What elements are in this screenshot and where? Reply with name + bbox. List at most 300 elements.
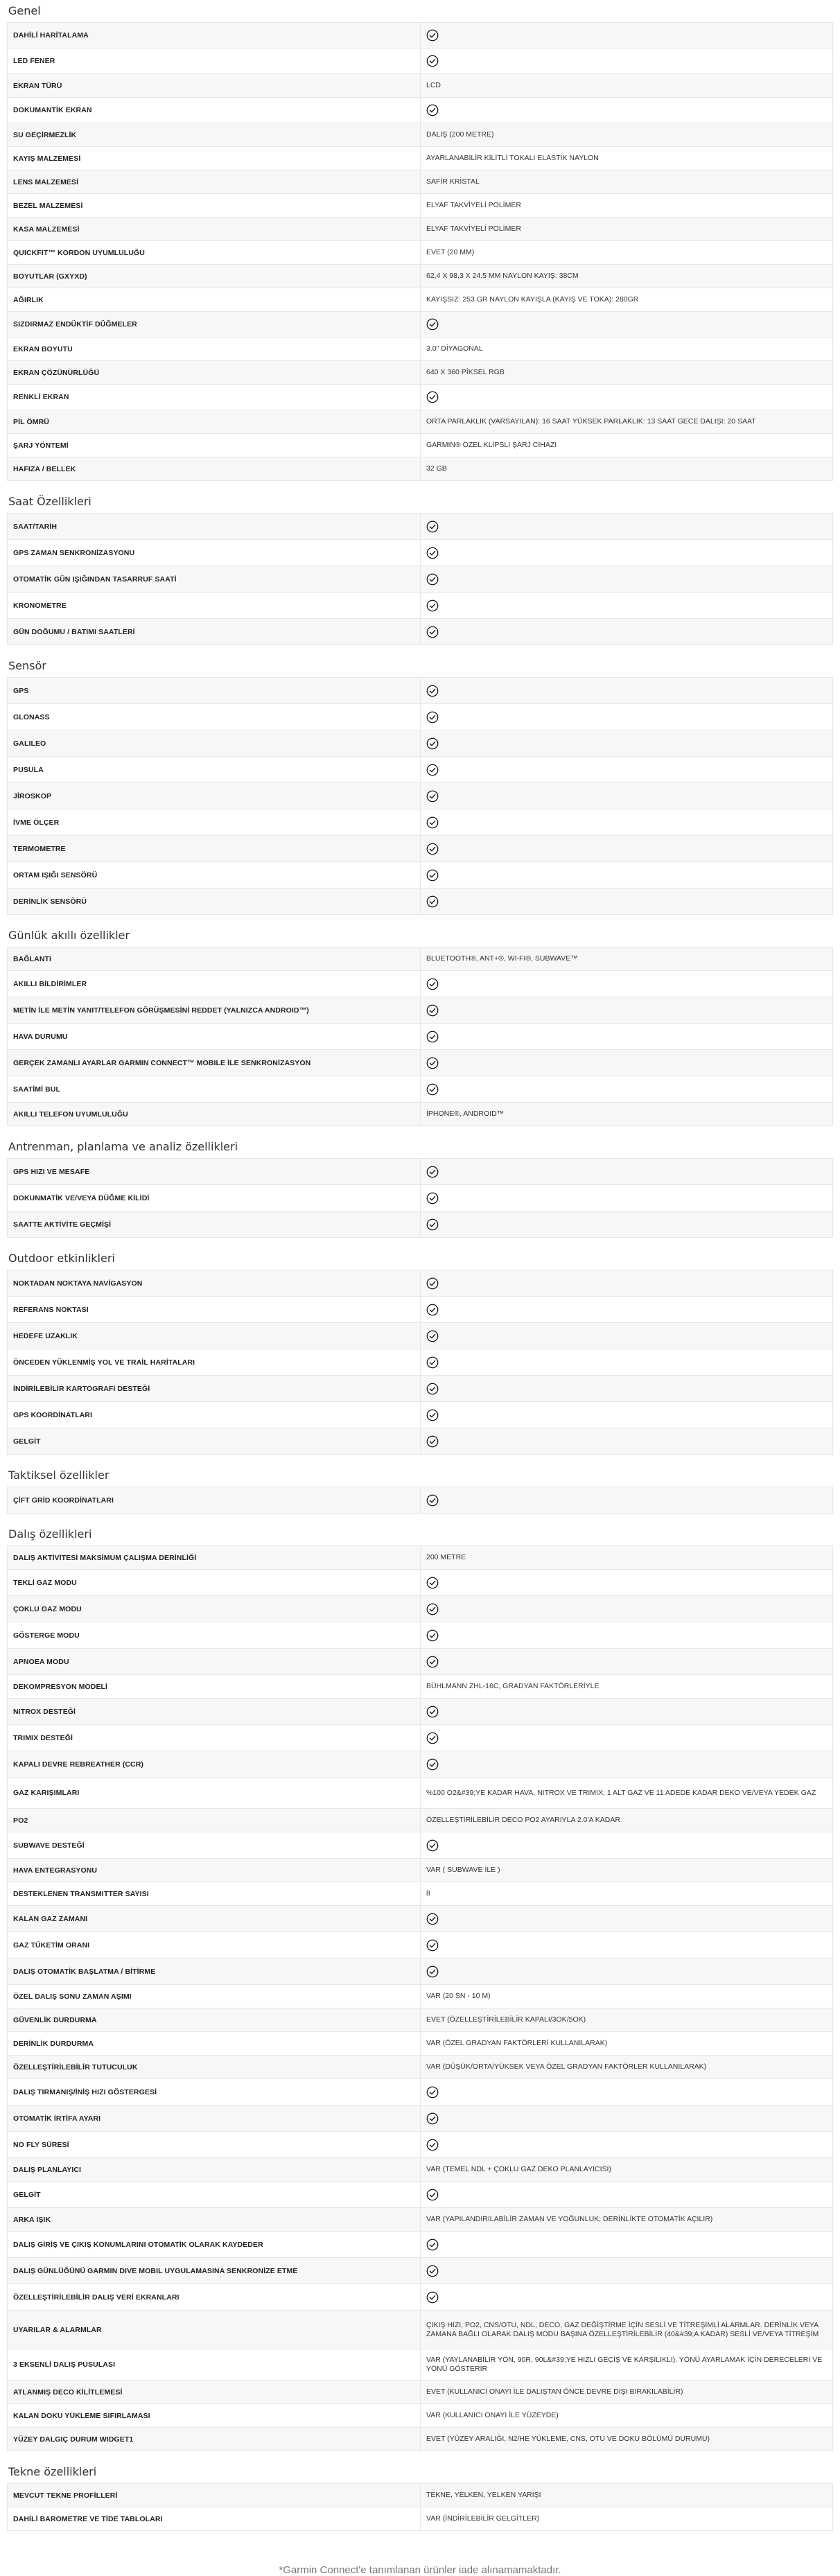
check-circle-icon	[426, 1435, 439, 1448]
check-circle-icon	[426, 1939, 439, 1952]
spec-row	[8, 23, 832, 49]
spec-row	[8, 2484, 832, 2507]
spec-label: ÖNCEDEN YÜKLENMİŞ YOL VE TRAİL HARİTALARI	[8, 1349, 421, 1375]
spec-value: %100 O2&#39;YE KADAR HAVA, NITROX VE TRIMIX; 1 ALT GAZ VE 11 ADEDE KADAR DEKO VE/VEYA YEDEK GAZ	[426, 1788, 816, 1797]
spec-row	[8, 2311, 832, 2349]
spec-value-check	[421, 1211, 832, 1237]
spec-value-check	[421, 1185, 832, 1211]
spec-row	[8, 1959, 832, 1985]
spec-table	[7, 1158, 833, 1238]
spec-value: DALIŞ (200 METRE)	[426, 130, 494, 139]
spec-row	[8, 1159, 832, 1185]
spec-table	[7, 1545, 833, 2451]
spec-label: JİROSKOP	[8, 783, 421, 809]
spec-label: YÜZEY DALGIÇ DURUM WIDGET1	[8, 2428, 421, 2451]
spec-label: ARKA IŞIK	[8, 2208, 421, 2231]
section-title: Taktiksel özellikler	[8, 1469, 110, 1482]
spec-value: 3.0" DİYAGONAL	[426, 344, 483, 353]
spec-value-check	[421, 809, 832, 835]
spec-label: PO2	[8, 1809, 421, 1832]
spec-row	[8, 2158, 832, 2182]
spec-label: DAHİLİ BAROMETRE VE TİDE TABLOLARI	[8, 2507, 421, 2530]
spec-row	[8, 1428, 832, 1454]
spec-label: GPS HIZI VE MESAFE	[8, 1159, 421, 1184]
spec-label: KRONOMETRE	[8, 593, 421, 618]
spec-table	[7, 947, 833, 1126]
spec-label: GALILEO	[8, 730, 421, 756]
spec-label: KALAN DOKU YÜKLEME SIFIRLAMASI	[8, 2404, 421, 2427]
spec-row	[8, 1349, 832, 1376]
spec-row	[8, 2258, 832, 2284]
spec-value: 62,4 X 98,3 X 24,5 MM NAYLON KAYIŞ: 38CM	[426, 272, 579, 280]
spec-value-check	[421, 2284, 832, 2310]
spec-row	[8, 2008, 832, 2032]
spec-value-check	[421, 704, 832, 730]
check-circle-icon	[426, 391, 439, 403]
spec-label: DOKUNMATİK VE/VEYA DÜĞME KİLİDİ	[8, 1185, 421, 1211]
spec-value: TEKNE, YELKEN, YELKEN YARIŞI	[426, 2491, 541, 2499]
spec-label: ÖZEL DALIŞ SONU ZAMAN AŞIMI	[8, 1985, 421, 2008]
spec-label: KALAN GAZ ZAMANI	[8, 1906, 421, 1931]
spec-row	[8, 836, 832, 862]
spec-row	[8, 265, 832, 288]
spec-row	[8, 98, 832, 123]
spec-label: DALIŞ PLANLAYICI	[8, 2158, 421, 2181]
spec-label: GELGİT	[8, 2182, 421, 2207]
spec-label: BEZEL MALZEMESİ	[8, 194, 421, 217]
spec-value: ORTA PARLAKLIK (VARSAYILAN): 16 SAAT YÜKSEK PARLAKLIK: 13 SAAT GECE DALIŞI: 20 SAAT	[426, 417, 756, 426]
spec-row	[8, 1402, 832, 1428]
spec-label: PUSULA	[8, 757, 421, 782]
check-circle-icon	[426, 2112, 439, 2125]
spec-label: İVME ÖLÇER	[8, 809, 421, 835]
spec-label: DOKUMANTİK EKRAN	[8, 98, 421, 123]
spec-value-check	[421, 1024, 832, 1049]
spec-row	[8, 2208, 832, 2232]
spec-row	[8, 1751, 832, 1778]
spec-label: 3 EKSENLİ DALIŞ PUSULASI	[8, 2349, 421, 2380]
spec-row	[8, 566, 832, 593]
spec-label: KAPALI DEVRE REBREATHER (CCR)	[8, 1751, 421, 1777]
spec-value-check	[421, 862, 832, 888]
check-circle-icon	[426, 737, 439, 750]
spec-label: TRIMIX DESTEĞİ	[8, 1725, 421, 1751]
spec-value: İPHONE®, ANDROID™	[426, 1110, 505, 1118]
spec-row	[8, 410, 832, 434]
spec-value: ÖZELLEŞTİRİLEBİLİR DECO PO2 AYARIYLA 2.0'A KADAR	[426, 1816, 620, 1824]
spec-value: VAR (YAPILANDIRILABİLİR ZAMAN VE YOĞUNLUK; DERİNLİKTE OTOMATİK AÇILIR)	[426, 2215, 713, 2223]
check-circle-icon	[426, 711, 439, 724]
spec-value-check	[421, 2105, 832, 2131]
check-circle-icon	[426, 685, 439, 697]
check-circle-icon	[426, 1383, 439, 1395]
footer-note: *Garmin Connect'e tanımlanan ürünler iade alınamamaktadır.	[279, 2564, 561, 2576]
spec-value-check	[421, 1570, 832, 1595]
spec-label: NO FLY SÜRESİ	[8, 2132, 421, 2157]
spec-label: GPS ZAMAN SENKRONİZASYONU	[8, 540, 421, 566]
spec-label: TEKLİ GAZ MODU	[8, 1570, 421, 1595]
spec-row	[8, 1882, 832, 1906]
spec-value-check	[421, 49, 832, 73]
spec-value: ÇIKIŞ HIZI, PO2, CNS/OTU, NDL, DECO, GAZ DEĞİŞTİRME İÇİN SESLİ VE TİTREŞİMLİ ALARMLAR. DERİNLİK VEYA ZAMANA BAĞLI OLARAK DALIŞ MODU BAŞINA ÖZELLEŞTİRİLEBİLİR (40&#39;A KADAR) SESLİ VE/VEYA TİTREŞİM	[426, 2320, 819, 2338]
spec-label: HAVA DURUMU	[8, 1024, 421, 1049]
spec-value-check	[421, 1487, 832, 1513]
spec-label: DALIŞ GÜNLÜĞÜNÜ GARMIN DIVE MOBIL UYGULAMASINA SENKRONİZE ETME	[8, 2258, 421, 2284]
spec-row	[8, 1487, 832, 1513]
spec-row	[8, 1103, 832, 1125]
spec-row	[8, 888, 832, 914]
section-title: Saat Özellikleri	[8, 495, 91, 508]
spec-value-check	[421, 23, 832, 48]
spec-label: ORTAM IŞIĞI SENSÖRÜ	[8, 862, 421, 888]
check-circle-icon	[426, 816, 439, 829]
spec-value-check	[421, 757, 832, 782]
spec-table	[7, 677, 833, 915]
check-circle-icon	[426, 1758, 439, 1771]
spec-row	[8, 1649, 832, 1675]
spec-label: DEKOMPRESYON MODELİ	[8, 1675, 421, 1698]
spec-label: AKILLI TELEFON UYUMLULUĞU	[8, 1103, 421, 1125]
check-circle-icon	[426, 1304, 439, 1316]
check-circle-icon	[426, 2139, 439, 2151]
spec-row	[8, 2032, 832, 2056]
spec-row	[8, 757, 832, 783]
spec-value: 32 GB	[426, 464, 447, 473]
check-circle-icon	[426, 547, 439, 559]
spec-row	[8, 1675, 832, 1699]
spec-label: ŞARJ YÖNTEMİ	[8, 434, 421, 457]
spec-value-check	[421, 1402, 832, 1428]
spec-label: GELGİT	[8, 1428, 421, 1454]
spec-value-check	[421, 1050, 832, 1076]
spec-row	[8, 1185, 832, 1211]
spec-label: İNDİRİLEBİLİR KARTOGRAFİ DESTEĞİ	[8, 1376, 421, 1401]
spec-value-check	[421, 1159, 832, 1184]
spec-label: DALIŞ OTOMATİK BAŞLATMA / BİTİRME	[8, 1959, 421, 1984]
check-circle-icon	[426, 1192, 439, 1204]
spec-row	[8, 1906, 832, 1932]
spec-value: ELYAF TAKVİYELİ POLİMER	[426, 201, 521, 209]
section-title: Antrenman, planlama ve analiz özellikleri	[8, 1140, 238, 1153]
spec-value: BÜHLMANN ZHL-16C, GRADYAN FAKTÖRLERİYLE	[426, 1682, 600, 1690]
spec-value: 640 X 360 PİKSEL RGB	[426, 368, 505, 376]
spec-label: LENS MALZEMESİ	[8, 170, 421, 193]
section-title: Genel	[8, 4, 41, 17]
spec-row	[8, 1270, 832, 1297]
check-circle-icon	[426, 573, 439, 586]
check-circle-icon	[426, 1656, 439, 1668]
spec-label: HAFIZA / BELLEK	[8, 457, 421, 480]
check-circle-icon	[426, 1839, 439, 1852]
spec-row	[8, 1832, 832, 1859]
spec-label: SAATTE AKTİVİTE GEÇMİŞİ	[8, 1211, 421, 1237]
spec-value-check	[421, 1596, 832, 1622]
spec-value-check	[421, 2079, 832, 2105]
spec-label: GERÇEK ZAMANLI AYARLAR GARMIN CONNECT™ MOBILE İLE SENKRONİZASYON	[8, 1050, 421, 1076]
spec-value: 8	[426, 1889, 430, 1898]
spec-value-check	[421, 98, 832, 123]
spec-value: BLUETOOTH®, ANT+®, WI-FI®, SUBWAVE™	[426, 954, 578, 963]
spec-value-check	[421, 312, 832, 337]
spec-value-check	[421, 1297, 832, 1322]
spec-label: TERMOMETRE	[8, 836, 421, 861]
spec-row	[8, 123, 832, 147]
spec-label: GPS	[8, 678, 421, 703]
spec-value-check	[421, 385, 832, 410]
spec-value-check	[421, 1699, 832, 1724]
spec-label: GÜN DOĞUMU / BATIMI SAATLERİ	[8, 619, 421, 645]
check-circle-icon	[426, 599, 439, 612]
spec-row	[8, 2132, 832, 2158]
spec-table	[7, 22, 833, 481]
spec-row	[8, 1596, 832, 1622]
spec-row	[8, 2404, 832, 2428]
spec-value-check	[421, 2182, 832, 2207]
spec-row	[8, 704, 832, 730]
spec-row	[8, 1809, 832, 1832]
check-circle-icon	[426, 895, 439, 908]
check-circle-icon	[426, 790, 439, 803]
check-circle-icon	[426, 1603, 439, 1615]
spec-label: GÜVENLİK DURDURMA	[8, 2008, 421, 2031]
section-title: Sensör	[8, 659, 46, 672]
spec-label: DALIŞ AKTİVİTESİ MAKSİMUM ÇALIŞMA DERİNLİĞİ	[8, 1546, 421, 1569]
spec-value: VAR (TEMEL NDL + ÇOKLU GAZ DEKO PLANLAYICISI)	[426, 2165, 611, 2173]
check-circle-icon	[426, 626, 439, 638]
spec-row	[8, 730, 832, 757]
spec-row	[8, 1546, 832, 1570]
spec-value: VAR (İNDİRİLEBİLİR GELGİTLER)	[426, 2514, 540, 2523]
spec-row	[8, 288, 832, 312]
spec-value-check	[421, 783, 832, 809]
spec-value-check	[421, 1376, 832, 1401]
spec-label: EKRAN TÜRÜ	[8, 74, 421, 97]
spec-row	[8, 312, 832, 338]
check-circle-icon	[426, 2238, 439, 2251]
check-circle-icon	[426, 1409, 439, 1421]
check-circle-icon	[426, 2086, 439, 2099]
spec-table	[7, 1270, 833, 1455]
spec-row	[8, 1778, 832, 1809]
check-circle-icon	[426, 1629, 439, 1642]
check-circle-icon	[426, 1166, 439, 1178]
spec-row	[8, 1699, 832, 1725]
spec-label: GAZ KARIŞIMLARI	[8, 1778, 421, 1808]
spec-row	[8, 1985, 832, 2008]
spec-row	[8, 338, 832, 361]
check-circle-icon	[426, 1031, 439, 1043]
spec-label: DALIŞ GİRİŞ VE ÇIKIŞ KONUMLARINI OTOMATİK OLARAK KAYDEDER	[8, 2232, 421, 2257]
check-circle-icon	[426, 318, 439, 331]
check-circle-icon	[426, 1218, 439, 1231]
spec-label: DERİNLİK DURDURMA	[8, 2032, 421, 2055]
check-circle-icon	[426, 1732, 439, 1744]
check-circle-icon	[426, 1913, 439, 1925]
spec-label: GAZ TÜKETİM ORANI	[8, 1932, 421, 1958]
check-circle-icon	[426, 2265, 439, 2277]
spec-label: SAATİMİ BUL	[8, 1076, 421, 1102]
spec-row	[8, 74, 832, 98]
spec-label: PİL ÖMRÜ	[8, 410, 421, 433]
spec-value-check	[421, 1323, 832, 1349]
check-circle-icon	[426, 978, 439, 990]
check-circle-icon	[426, 1057, 439, 1069]
spec-value-check	[421, 566, 832, 592]
spec-row	[8, 619, 832, 645]
spec-table	[7, 1487, 833, 1514]
spec-label: NOKTADAN NOKTAYA NAVİGASYON	[8, 1270, 421, 1296]
spec-row	[8, 2349, 832, 2381]
spec-value-check	[421, 514, 832, 539]
check-circle-icon	[426, 2189, 439, 2201]
check-circle-icon	[426, 520, 439, 533]
check-circle-icon	[426, 843, 439, 855]
spec-label: BOYUTLAR (GXYXD)	[8, 265, 421, 288]
spec-label: QUICKFIT™ KORDON UYUMLULUĞU	[8, 241, 421, 264]
spec-label: KAYIŞ MALZEMESİ	[8, 147, 421, 170]
spec-row	[8, 1050, 832, 1076]
spec-label: ÇİFT GRİD KOORDİNATLARI	[8, 1487, 421, 1513]
spec-row	[8, 997, 832, 1024]
spec-row	[8, 593, 832, 619]
spec-row	[8, 947, 832, 971]
spec-value-check	[421, 2258, 832, 2284]
spec-label: DALIŞ TIRMANIŞ/İNİŞ HIZI GÖSTERGESİ	[8, 2079, 421, 2105]
spec-value: ELYAF TAKVİYELİ POLİMER	[426, 225, 521, 233]
spec-label: EKRAN ÇÖZÜNÜRLÜĞÜ	[8, 361, 421, 384]
spec-label: HAVA ENTEGRASYONU	[8, 1859, 421, 1882]
spec-label: DAHİLİ HARİTALAMA	[8, 23, 421, 48]
spec-row	[8, 2284, 832, 2311]
spec-label: AKILLI BİLDİRİMLER	[8, 971, 421, 997]
spec-label: MEVCUT TEKNE PROFİLLERİ	[8, 2484, 421, 2507]
spec-row	[8, 241, 832, 265]
spec-row	[8, 1024, 832, 1050]
spec-row	[8, 194, 832, 218]
spec-value-check	[421, 1751, 832, 1777]
spec-value: SAFİR KRİSTAL	[426, 177, 480, 186]
spec-value: EVET (20 MM)	[426, 248, 475, 256]
spec-label: OTOMATİK İRTİFA AYARI	[8, 2105, 421, 2131]
spec-value-check	[421, 1622, 832, 1648]
check-circle-icon	[426, 55, 439, 67]
spec-label: UYARILAR & ALARMLAR	[8, 2311, 421, 2349]
spec-value: VAR (DÜŞÜK/ORTA/YÜKSEK VEYA ÖZEL GRADYAN FAKTÖRLER KULLANILARAK)	[426, 2062, 707, 2071]
spec-label: GÖSTERGE MODU	[8, 1622, 421, 1648]
spec-value: EVET (ÖZELLEŞTİRİLEBİLİR KAPALI/3OK/5OK)	[426, 2015, 586, 2024]
spec-row	[8, 170, 832, 194]
spec-row	[8, 2056, 832, 2079]
spec-value-check	[421, 593, 832, 618]
spec-row	[8, 1725, 832, 1751]
spec-row	[8, 2079, 832, 2105]
check-circle-icon	[426, 1706, 439, 1718]
spec-value-check	[421, 1932, 832, 1958]
spec-row	[8, 2182, 832, 2208]
section-title: Tekne özellikleri	[8, 2465, 97, 2478]
spec-value-check	[421, 1959, 832, 1984]
spec-row	[8, 361, 832, 385]
spec-row	[8, 1297, 832, 1323]
spec-row	[8, 809, 832, 836]
spec-value-check	[421, 2132, 832, 2157]
spec-value: EVET (KULLANICI ONAYI İLE DALIŞTAN ÖNCE DEVRE DIŞI BIRAKILABİLİR)	[426, 2387, 683, 2396]
spec-row	[8, 1076, 832, 1103]
check-circle-icon	[426, 1494, 439, 1507]
spec-value-check	[421, 1349, 832, 1375]
spec-label: OTOMATİK GÜN IŞIĞINDAN TASARRUF SAATİ	[8, 566, 421, 592]
spec-value-check	[421, 971, 832, 997]
spec-row	[8, 49, 832, 74]
spec-value-check	[421, 678, 832, 703]
spec-value-check	[421, 1906, 832, 1931]
spec-value: VAR ( SUBWAVE İLE )	[426, 1866, 500, 1874]
spec-value-check	[421, 888, 832, 914]
spec-value-check	[421, 619, 832, 645]
spec-label: REFERANS NOKTASI	[8, 1297, 421, 1322]
spec-label: NITROX DESTEĞİ	[8, 1699, 421, 1724]
spec-value-check	[421, 1270, 832, 1296]
spec-label: LED FENER	[8, 49, 421, 73]
spec-row	[8, 147, 832, 170]
check-circle-icon	[426, 1004, 439, 1017]
spec-row	[8, 218, 832, 241]
spec-value-check	[421, 1832, 832, 1858]
check-circle-icon	[426, 1356, 439, 1369]
check-circle-icon	[426, 1577, 439, 1589]
spec-row	[8, 2428, 832, 2451]
spec-value-check	[421, 540, 832, 566]
spec-row	[8, 457, 832, 480]
spec-value: 200 METRE	[426, 1553, 466, 1561]
spec-label: AĞIRLIK	[8, 288, 421, 311]
spec-row	[8, 1622, 832, 1649]
spec-label: DESTEKLENEN TRANSMITTER SAYISI	[8, 1882, 421, 1905]
spec-value-check	[421, 730, 832, 756]
spec-value-check	[421, 997, 832, 1023]
spec-label: SAAT/TARİH	[8, 514, 421, 539]
spec-row	[8, 862, 832, 888]
spec-label: ÖZELLEŞTİRİLEBİLİR TUTUCULUK	[8, 2056, 421, 2078]
section-title: Dalış özellikleri	[8, 1527, 92, 1541]
spec-value-check	[421, 1076, 832, 1102]
check-circle-icon	[426, 2291, 439, 2304]
spec-value: LCD	[426, 81, 441, 89]
spec-row	[8, 2381, 832, 2404]
spec-value: VAR (YAYLANABİLİR YÖN, 90R, 90L&#39;YE HIZLI GEÇİŞ VE KARŞILIKLI). YÖNÜ AYARLAMAK İÇİN DERECELERİ VE YÖNÜ GÖSTERİR	[426, 2356, 823, 2373]
spec-label: ÖZELLEŞTİRİLEBİLİR DALIŞ VERİ EKRANLARI	[8, 2284, 421, 2310]
check-circle-icon	[426, 1965, 439, 1978]
spec-value: EVET (YÜZEY ARALIĞI, N2/HE YÜKLEME, CNS, OTU VE DOKU BÖLÜMÜ DURUMU)	[426, 2435, 710, 2443]
spec-row	[8, 783, 832, 809]
section-title: Outdoor etkinlikleri	[8, 1252, 115, 1265]
spec-value: AYARLANABİLİR KİLİTLİ TOKALI ELASTİK NAYLON	[426, 154, 599, 162]
spec-label: GPS KOORDİNATLARI	[8, 1402, 421, 1428]
spec-row	[8, 2105, 832, 2132]
spec-value: VAR (KULLANICI ONAYI İLE YÜZEYDE)	[426, 2411, 559, 2419]
check-circle-icon	[426, 764, 439, 776]
spec-value-check	[421, 1649, 832, 1674]
section-title: Günlük akıllı özellikler	[8, 929, 130, 942]
spec-row	[8, 385, 832, 410]
spec-row	[8, 1376, 832, 1402]
spec-label: HEDEFE UZAKLIK	[8, 1323, 421, 1349]
check-circle-icon	[426, 1083, 439, 1096]
check-circle-icon	[426, 869, 439, 882]
spec-label: SIZDIRMAZ ENDÜKTİF DÜĞMELER	[8, 312, 421, 337]
check-circle-icon	[426, 29, 439, 42]
spec-row	[8, 2232, 832, 2258]
